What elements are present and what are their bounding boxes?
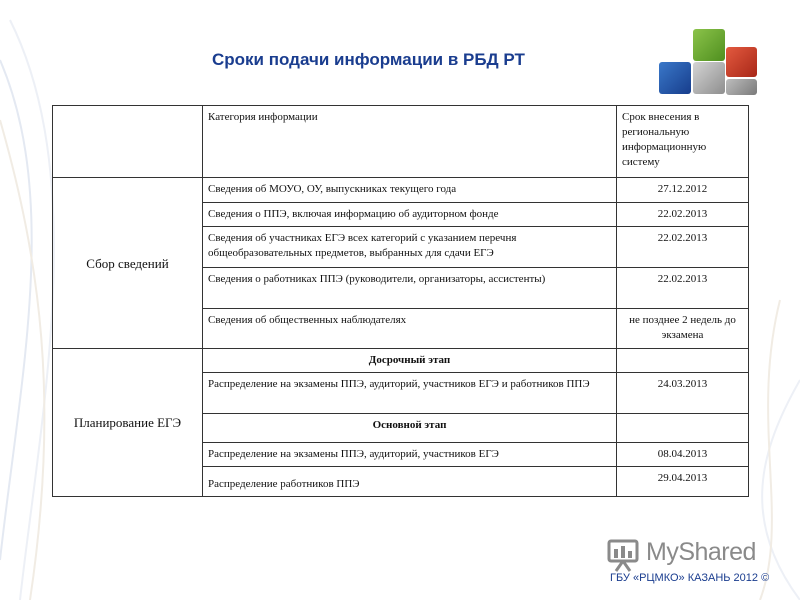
presentation-board-icon — [606, 538, 642, 572]
header-category: Категория информации — [203, 106, 617, 178]
logo-square-gray-small — [726, 79, 757, 95]
logo-square-green — [693, 29, 725, 61]
stage-main: Основной этап — [203, 414, 617, 443]
row-info: Сведения о работниках ППЭ (руководители, организаторы, ассистенты) — [203, 268, 617, 309]
row-info: Распределение на экзамены ППЭ, аудиторий, участников ЕГЭ — [203, 443, 617, 467]
header-deadline: Срок внесения в региональную информационную систему — [617, 106, 749, 178]
row-date: не позднее 2 недель до экзамена — [617, 309, 749, 349]
row-date: 22.02.2013 — [617, 268, 749, 309]
logo-square-red — [726, 47, 757, 77]
row-date: 24.03.2013 — [617, 373, 749, 414]
table-row — [53, 178, 749, 203]
row-info: Сведения об МОУО, ОУ, выпускниках текущего года — [203, 178, 617, 203]
row-date-empty — [617, 414, 749, 443]
deadlines-table — [52, 105, 749, 497]
row-date: 27.12.2012 — [617, 178, 749, 203]
row-date: 08.04.2013 — [617, 443, 749, 467]
row-info: Сведения об общественных наблюдателях — [203, 309, 617, 349]
group-label-planning: Планирование ЕГЭ — [53, 349, 203, 497]
logo-square-blue — [659, 62, 691, 94]
footer-credit: ГБУ «РЦМКО» КАЗАНЬ 2012 © — [610, 572, 770, 584]
row-date: 22.02.2013 — [617, 227, 749, 268]
row-info: Сведения об участниках ЕГЭ всех категорий с указанием перечня общеобразовательных предметов, выбранных для сдачи ЕГЭ — [203, 227, 617, 268]
row-info: Сведения о ППЭ, включая информацию об аудиторном фонде — [203, 203, 617, 227]
table-header-row — [53, 106, 749, 178]
page-title: Сроки подачи информации в РБД РТ — [212, 50, 525, 69]
table-row — [53, 349, 749, 373]
company-logo — [659, 29, 759, 95]
row-date: 29.04.2013 — [617, 467, 749, 497]
header-empty-cell — [53, 106, 203, 178]
watermark-text: MyShared — [646, 538, 756, 566]
logo-square-gray — [693, 62, 725, 94]
row-date: 22.02.2013 — [617, 203, 749, 227]
row-date-empty — [617, 349, 749, 373]
row-info: Распределение работников ППЭ — [203, 467, 617, 497]
stage-early: Досрочный этап — [203, 349, 617, 373]
row-info: Распределение на экзамены ППЭ, аудиторий, участников ЕГЭ и работников ППЭ — [203, 373, 617, 414]
group-label-collection: Сбор сведений — [53, 178, 203, 349]
